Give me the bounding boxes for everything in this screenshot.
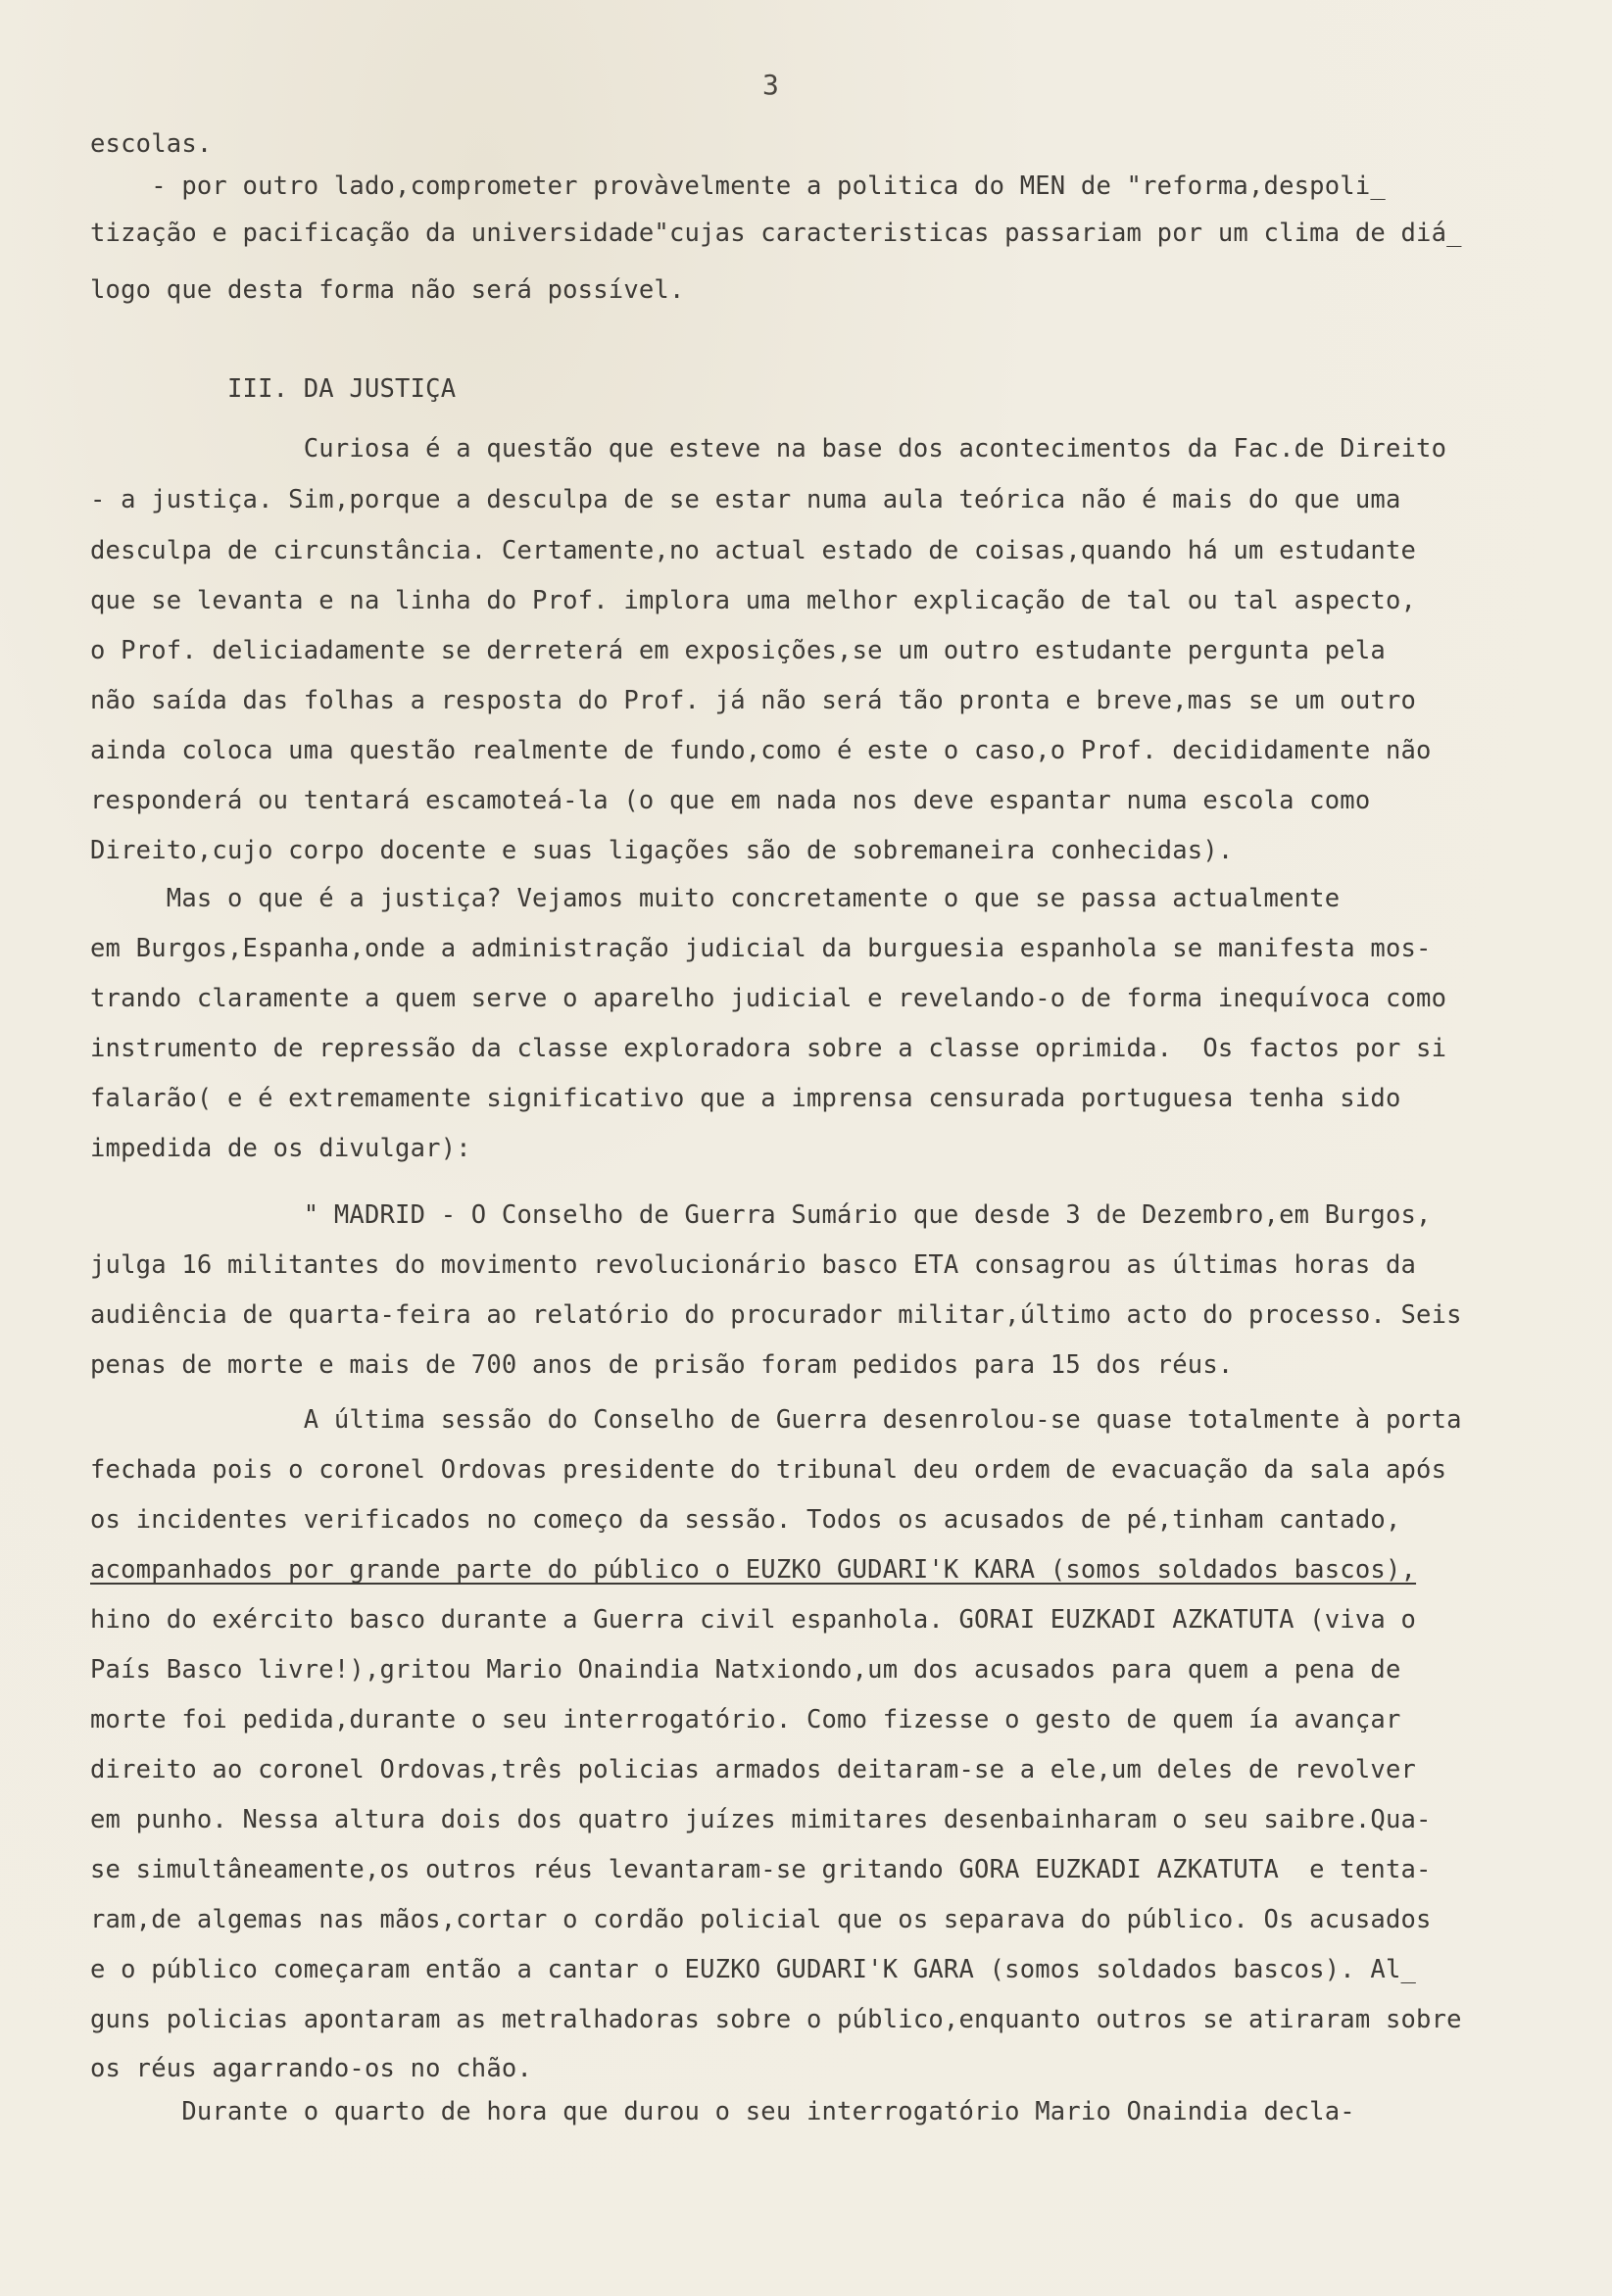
text-line: Mas o que é a justiça? Vejamos muito concretamente o que se passa actualmente bbox=[90, 884, 1341, 913]
text-line: Durante o quarto de hora que durou o seu interrogatório Mario Onaindia decla- bbox=[90, 2097, 1355, 2126]
underlined-text-line: acompanhados por grande parte do público o EUZKO GUDARI'K KARA (somos soldados bascos), bbox=[90, 1555, 1417, 1585]
text-line: falarão( e é extremamente significativo que a imprensa censurada portuguesa tenha sido bbox=[90, 1084, 1401, 1113]
text-line: impedida de os divulgar): bbox=[90, 1134, 471, 1163]
text-line: audiência de quarta-feira ao relatório do procurador militar,último acto do processo. Seis bbox=[90, 1300, 1462, 1330]
text-line: instrumento de repressão da classe exploradora sobre a classe oprimida. Os factos por si bbox=[90, 1034, 1447, 1063]
text-line: - a justiça. Sim,porque a desculpa de se estar numa aula teórica não é mais do que uma bbox=[90, 485, 1401, 514]
text-line: guns policias apontaram as metralhadoras sobre o público,enquanto outros se atiraram sobre bbox=[90, 2005, 1462, 2034]
text-line: o Prof. deliciadamente se derreterá em exposições,se um outro estudante pergunta pela bbox=[90, 636, 1386, 665]
text-line: trando claramente a quem serve o aparelho judicial e revelando-o de forma inequívoca como bbox=[90, 984, 1447, 1013]
text-line: em Burgos,Espanha,onde a administração judicial da burguesia espanhola se manifesta mos- bbox=[90, 934, 1432, 963]
text-line: que se levanta e na linha do Prof. implora uma melhor explicação de tal ou tal aspecto, bbox=[90, 586, 1417, 615]
text-line: em punho. Nessa altura dois dos quatro juízes mimitares desenbainharam o seu saibre.Qua- bbox=[90, 1805, 1432, 1834]
text-line: escolas. bbox=[90, 129, 213, 159]
text-line: não saída das folhas a resposta do Prof. já não será tão pronta e breve,mas se um outro bbox=[90, 686, 1417, 715]
text-line: " MADRID - O Conselho de Guerra Sumário que desde 3 de Dezembro,em Burgos, bbox=[90, 1200, 1432, 1230]
text-line: os incidentes verificados no começo da sessão. Todos os acusados de pé,tinham cantado, bbox=[90, 1505, 1401, 1535]
text-line: ainda coloca uma questão realmente de fundo,como é este o caso,o Prof. decididamente não bbox=[90, 736, 1432, 765]
text-line: tização e pacificação da universidade"cujas caracteristicas passariam por um clima de diá_ bbox=[90, 219, 1462, 248]
text-line: A última sessão do Conselho de Guerra desenrolou-se quase totalmente à porta bbox=[90, 1405, 1462, 1435]
text-line: País Basco livre!),gritou Mario Onaindia Natxiondo,um dos acusados para quem a pena de bbox=[90, 1655, 1401, 1685]
text-line: direito ao coronel Ordovas,três policias armados deitaram-se a ele,um deles de revolver bbox=[90, 1755, 1417, 1784]
section-heading bbox=[90, 374, 456, 404]
text-line: Direito,cujo corpo docente e suas ligações são de sobremaneira conhecidas). bbox=[90, 836, 1234, 865]
text-line: responderá ou tentará escamoteá-la (o que em nada nos deve espantar numa escola como bbox=[90, 786, 1371, 815]
text-line: logo que desta forma não será possível. bbox=[90, 275, 685, 305]
text-line: penas de morte e mais de 700 anos de prisão foram pedidos para 15 dos réus. bbox=[90, 1350, 1234, 1380]
text-line: os réus agarrando-os no chão. bbox=[90, 2054, 533, 2083]
section-number: III. DA JUSTIÇA bbox=[90, 374, 457, 404]
text-line: se simultâneamente,os outros réus levantaram-se gritando GORA EUZKADI AZKATUTA e tenta- bbox=[90, 1855, 1432, 1884]
text-line: Curiosa é a questão que esteve na base dos acontecimentos da Fac.de Direito bbox=[90, 434, 1447, 464]
text-line: morte foi pedida,durante o seu interrogatório. Como fizesse o gesto de quem ía avançar bbox=[90, 1705, 1401, 1734]
text-line: julga 16 militantes do movimento revolucionário basco ETA consagrou as últimas horas da bbox=[90, 1250, 1417, 1280]
text-line: e o público começaram então a cantar o EUZKO GUDARI'K GARA (somos soldados bascos). Al_ bbox=[90, 1955, 1417, 1984]
text-line: - por outro lado,comprometer provàvelmente a politica do MEN de "reforma,despoli_ bbox=[90, 171, 1386, 201]
text-line: fechada pois o coronel Ordovas presidente do tribunal deu ordem de evacuação da sala após bbox=[90, 1455, 1447, 1485]
text-line: desculpa de circunstância. Certamente,no actual estado de coisas,quando há um estudante bbox=[90, 536, 1417, 565]
text-line: hino do exército basco durante a Guerra civil espanhola. GORAI EUZKADI AZKATUTA (viva o bbox=[90, 1605, 1417, 1635]
text-line: ram,de algemas nas mãos,cortar o cordão policial que os separava do público. Os acusados bbox=[90, 1905, 1432, 1934]
page-number: 3 bbox=[762, 69, 779, 101]
